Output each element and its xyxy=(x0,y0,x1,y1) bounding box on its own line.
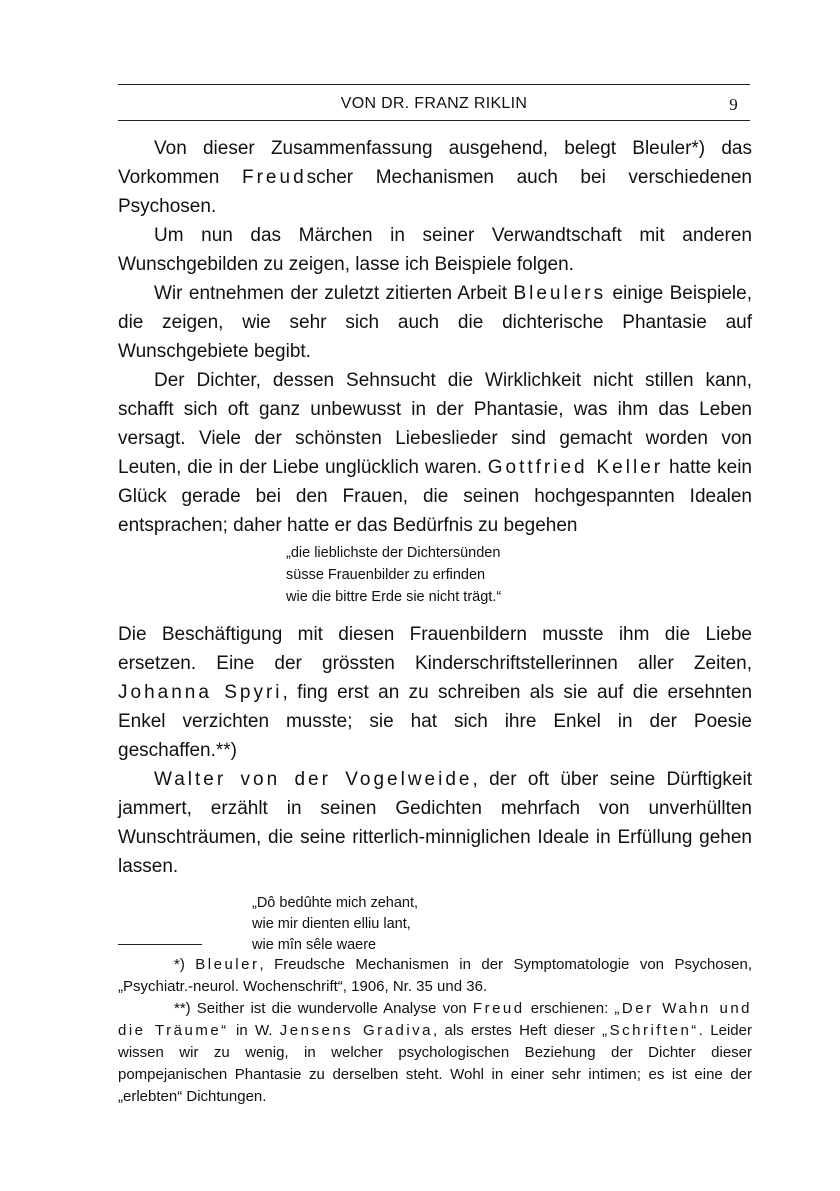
running-title: VON DR. FRANZ RIKLIN xyxy=(340,95,528,112)
spaced-name: Gottfried Keller xyxy=(487,457,664,478)
header-top-rule xyxy=(118,84,750,85)
poem-line: süsse Frauenbilder zu erfinden xyxy=(286,567,486,583)
text-run: hatte kein Glück gerade bei den Frauen, die seinen hochgespannten Idealen entsprachen; daher hatte er das Bedürfnis zu begehen xyxy=(118,457,752,536)
text-run: , der oft über seine Dürftigkeit jammert, erzählt in seinen Gedichten mehrfach von unverhüllten Wunschträumen, die seine ritterlich-minniglichen Ideale in Erfüllung gehen lassen. xyxy=(118,769,752,877)
poem-line: wie mir dienten elliu lant, xyxy=(252,916,411,932)
footnotes xyxy=(118,954,752,1108)
text-run: Die Beschäftigung mit diesen Frauenbildern musste ihm die Liebe ersetzen. Eine der grössten Kinderschriftstellerinnen aller Zeiten, xyxy=(118,624,752,674)
spaced-name: Freud xyxy=(242,167,307,188)
paragraph-6 xyxy=(118,765,752,881)
paragraph-3 xyxy=(118,279,752,366)
text-run: , fing erst an zu schreiben als sie auf die ersehnten Enkel verzichten musste; sie hat sich ihre Enkel in der Poesie geschaffen.**) xyxy=(118,682,753,761)
text-run: einige Beispiele, die zeigen, wie sehr sich auch die dichterische Phantasie auf Wunschgebiete begibt. xyxy=(118,283,753,362)
text-run: Der Dichter, dessen Sehnsucht die Wirklichkeit nicht stillen kann, schafft sich oft ganz unbewusst in der Phantasie, was ihm das Leben versagt. Viele der schönsten Liebeslieder sind gemacht worden von Leuten, die in der Liebe unglücklich waren. xyxy=(118,370,752,478)
spaced-name: Freud xyxy=(472,1000,525,1017)
footnote-marker: *) xyxy=(174,956,196,973)
text-run: **) Seither ist die wundervolle Analyse von xyxy=(174,1000,473,1017)
paragraph-2: Um nun das Märchen in seiner Verwandtschaft mit anderen Wunschgebilden zu zeigen, lasse ich Beispiele folgen. xyxy=(118,225,752,275)
poem-line: wie die bittre Erde sie nicht trägt.“ xyxy=(286,589,502,605)
main-text xyxy=(118,134,752,956)
spaced-title: „Der Wahn und die Träume“ xyxy=(118,1000,753,1039)
spaced-title: „Schriften“ xyxy=(602,1022,699,1039)
text-run: , als erstes Heft dieser xyxy=(433,1022,603,1039)
paragraph-5 xyxy=(118,620,752,765)
poem-line: wie mîn sêle waere xyxy=(252,937,377,953)
text-run: Wir entnehmen der zuletzt zitierten Arbeit xyxy=(154,283,514,304)
spaced-name: Johanna Spyri xyxy=(118,682,283,703)
page-number: 9 xyxy=(729,95,738,114)
text-run: Von dieser Zusammenfassung ausgehend, belegt Bleuler*) das Vorkommen xyxy=(118,138,752,188)
text-run: , Freudsche Mechanismen in der Symptomatologie von Psychosen, „Psychiatr.-neurol. Wochenschrift“, 1906, Nr. 35 und 36. xyxy=(118,956,752,995)
running-header xyxy=(118,92,750,118)
footnote-2 xyxy=(118,998,752,1108)
poem-quote-1 xyxy=(286,542,752,608)
text-run: erschienen: xyxy=(524,1000,615,1017)
text-run: in W. xyxy=(228,1022,280,1039)
header-bottom-rule xyxy=(118,120,750,121)
paragraph-4 xyxy=(118,366,752,540)
poem-line: „Dô bedûhte mich zehant, xyxy=(252,895,419,911)
footnote-1 xyxy=(118,954,752,998)
paragraph-1 xyxy=(118,134,752,221)
text-run: . Leider wissen wir zu wenig, in welcher psychologischen Beziehung der Dichter dieser pompejanischen Phantasie zu derselben steht. Wohl in einer sehr intimen; es ist eine der „erlebten“ Dichtungen. xyxy=(118,1022,752,1105)
spaced-name: Bleuler xyxy=(195,956,260,973)
poem-line: „die lieblichste der Dichtersünden xyxy=(286,545,501,561)
text-run: scher Mechanismen auch bei verschiedenen Psychosen. xyxy=(118,167,752,217)
spaced-name: Bleulers xyxy=(513,283,607,304)
footnote-rule xyxy=(118,944,202,945)
spaced-name: Jensens Gradiva xyxy=(279,1022,433,1039)
poem-quote-2 xyxy=(252,893,752,956)
spaced-name: Walter von der Vogelweide xyxy=(154,769,473,790)
